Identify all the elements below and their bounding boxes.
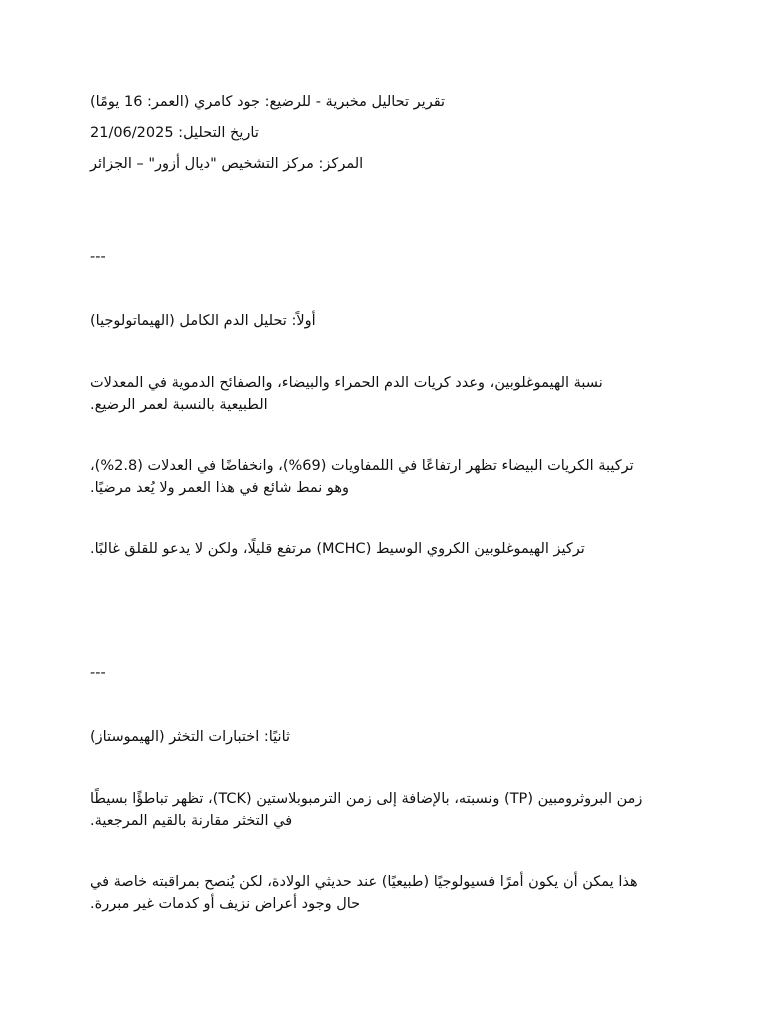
- paragraph-line: الطبيعية بالنسبة لعمر الرضيع.: [90, 397, 268, 413]
- separator: ---: [90, 665, 106, 681]
- paragraph-line: تركيز الهيموغلوبين الكروي الوسيط (MCHC) مرتفع قليلًا، ولكن لا يدعو للقلق غالبًا.: [90, 541, 585, 557]
- analysis-date: تاريخ التحليل: 21/06/2025: [90, 125, 259, 141]
- paragraph-line: تركيبة الكريات البيضاء تظهر ارتفاعًا في اللمفاويات (69%)، وانخفاضًا في العدلات (2.8%)،: [90, 458, 634, 474]
- paragraph-line: نسبة الهيموغلوبين، وعدد كريات الدم الحمراء والبيضاء، والصفائح الدموية في المعدلات: [90, 375, 603, 391]
- diagnostic-center: المركز: مركز التشخيص "ديال أزور" – الجزائر: [90, 156, 364, 172]
- paragraph-line: وهو نمط شائع في هذا العمر ولا يُعد مرضيًا.: [90, 480, 350, 496]
- section-heading-hemostasis: ثانيًا: اختبارات التخثر (الهيموستاز): [90, 729, 291, 745]
- separator: ---: [90, 249, 106, 265]
- report-title: تقرير تحاليل مخبرية - للرضيع: جود كامري (العمر: 16 يومًا): [90, 94, 446, 110]
- section-heading-hematology: أولاً: تحليل الدم الكامل (الهيماتولوجيا): [90, 313, 316, 329]
- paragraph-line: حال وجود أعراض نزيف أو كدمات غير مبررة.: [90, 896, 361, 912]
- paragraph-line: زمن البروثرومبين (TP) ونسبته، بالإضافة إلى زمن الترمبوبلاستين (TCK)، تظهر تباطؤًا بسيطًا: [90, 791, 643, 807]
- paragraph-line: هذا يمكن أن يكون أمرًا فسيولوجيًا (طبيعيًا) عند حديثي الولادة، لكن يُنصح بمراقبته خاصة في: [90, 874, 638, 890]
- paragraph-line: في التخثر مقارنة بالقيم المرجعية.: [90, 813, 293, 829]
